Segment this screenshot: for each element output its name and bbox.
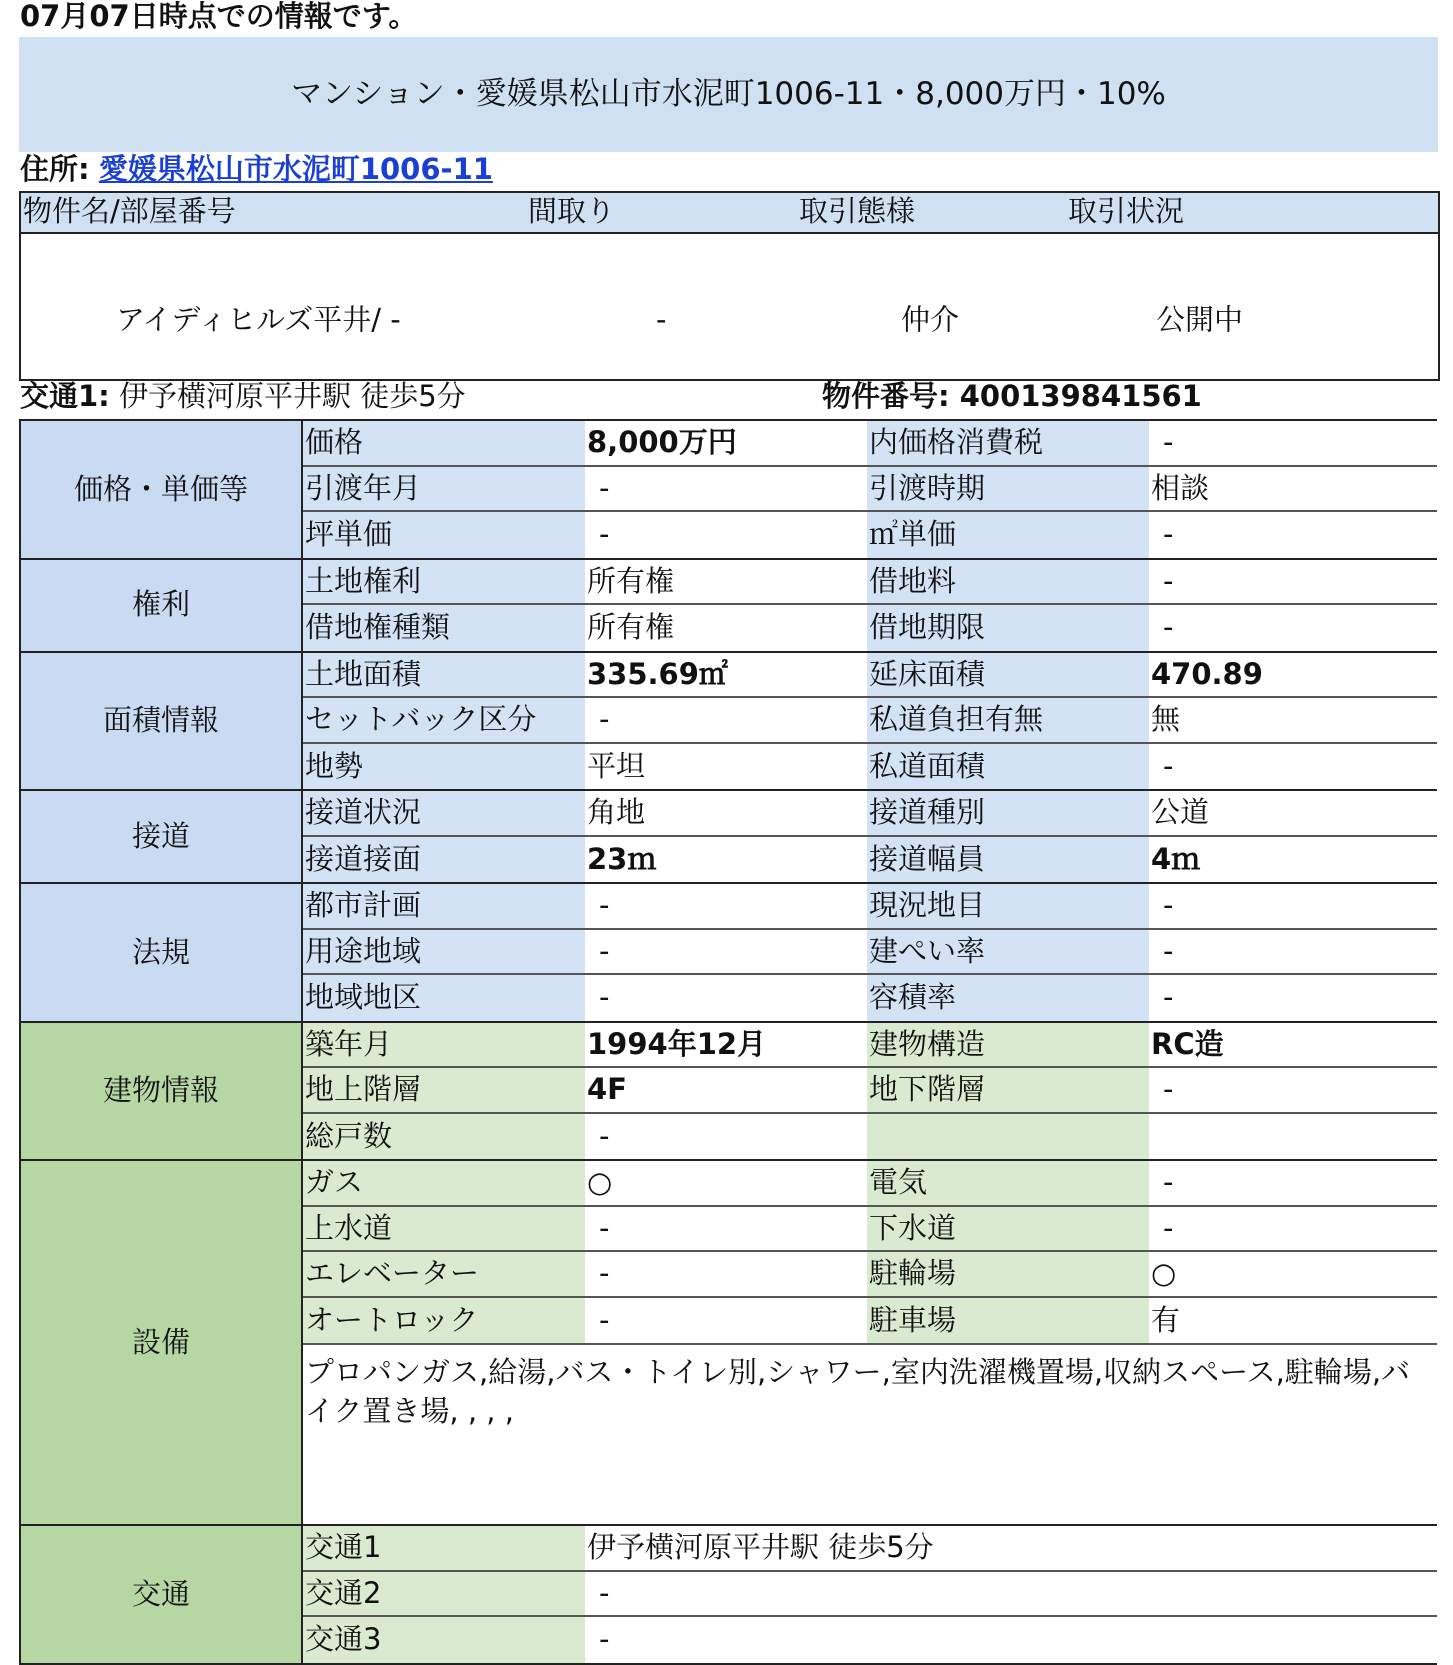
details-grid xyxy=(19,419,1437,1665)
table-row xyxy=(303,1617,1437,1663)
section-price xyxy=(19,419,1437,560)
section-title-equipment: 設備 xyxy=(19,1161,303,1524)
field-label: 借地料 xyxy=(867,560,1149,604)
field-value: - xyxy=(1163,1210,1174,1245)
field-label: 接道種別 xyxy=(867,791,1149,835)
field-label: 上水道 xyxy=(303,1207,585,1251)
field-label: 私道負担有無 xyxy=(867,698,1149,742)
field-label: 交通2 xyxy=(303,1572,585,1616)
table-row xyxy=(303,560,1437,606)
table-row xyxy=(303,1572,1437,1618)
field-value: - xyxy=(1163,517,1174,552)
header-property-name: 物件名/部屋番号 xyxy=(23,194,236,228)
property-table-row xyxy=(21,234,1438,379)
field-value: - xyxy=(1163,1072,1174,1107)
field-label: 引渡年月 xyxy=(303,467,585,511)
field-label: 電気 xyxy=(867,1161,1149,1205)
field-label: 都市計画 xyxy=(303,884,585,928)
section-title-area: 面積情報 xyxy=(19,653,303,790)
table-row xyxy=(303,653,1437,699)
property-transaction-type: 仲介 xyxy=(901,302,960,337)
banner-text: マンション・愛媛県松山市水泥町1006-11・8,000万円・10% xyxy=(291,75,1166,112)
field-value: ○ xyxy=(1151,1256,1177,1291)
section-title-transport: 交通 xyxy=(19,1526,303,1663)
field-value: ○ xyxy=(587,1165,613,1200)
field-label: 坪単価 xyxy=(303,512,585,558)
address-label: 住所: xyxy=(20,152,90,186)
property-name: アイディヒルズ平井/ - xyxy=(116,302,401,337)
field-value: 角地 xyxy=(587,795,646,830)
section-transport xyxy=(19,1526,1437,1665)
section-rights xyxy=(19,560,1437,653)
field-value: - xyxy=(599,933,610,968)
header-transaction-type: 取引態様 xyxy=(799,194,916,228)
field-value: 470.89 xyxy=(1151,656,1263,691)
field-value: - xyxy=(1163,933,1174,968)
field-value: - xyxy=(599,1256,610,1291)
field-label: 現況地目 xyxy=(867,884,1149,928)
field-value: - xyxy=(599,980,610,1015)
field-label: 地上階層 xyxy=(303,1068,585,1112)
field-value: - xyxy=(599,888,610,923)
header-layout: 間取り xyxy=(528,194,616,228)
section-road xyxy=(19,791,1437,884)
field-value: - xyxy=(599,702,610,737)
property-number: 物件番号: 400139841561 xyxy=(822,379,1202,413)
field-label: 内価格消費税 xyxy=(867,421,1149,465)
table-row xyxy=(303,884,1437,930)
section-law xyxy=(19,884,1437,1023)
property-table-header xyxy=(21,193,1438,234)
field-label: 駐輪場 xyxy=(867,1252,1149,1296)
field-label: 接道接面 xyxy=(303,837,585,883)
field-value: 23ｍ xyxy=(587,841,657,876)
field-value: - xyxy=(599,1575,610,1610)
field-value: 有 xyxy=(1151,1302,1181,1337)
section-title-road: 接道 xyxy=(19,791,303,882)
field-value: - xyxy=(1163,563,1174,598)
table-row xyxy=(303,421,1437,467)
table-row xyxy=(303,1068,1437,1114)
field-value: - xyxy=(1163,425,1174,460)
field-label: 土地権利 xyxy=(303,560,585,604)
section-area xyxy=(19,653,1437,792)
table-row xyxy=(303,1023,1437,1069)
field-label: 容積率 xyxy=(867,975,1149,1021)
table-row xyxy=(303,1161,1437,1207)
field-value: - xyxy=(1163,1165,1174,1200)
field-value: 公道 xyxy=(1151,795,1210,830)
table-row xyxy=(303,1114,1437,1160)
property-summary-table xyxy=(19,191,1440,381)
field-label: 建ぺい率 xyxy=(867,930,1149,974)
field-value: 4F xyxy=(587,1072,627,1107)
field-label: セットバック区分 xyxy=(303,698,585,742)
field-value: 1994年12月 xyxy=(587,1026,767,1061)
field-value: RC造 xyxy=(1151,1026,1224,1061)
field-value: 平坦 xyxy=(587,748,646,783)
field-label: 下水道 xyxy=(867,1207,1149,1251)
table-row xyxy=(303,1252,1437,1298)
field-label: 交通1 xyxy=(303,1526,585,1570)
field-value: - xyxy=(1163,888,1174,923)
field-label: ガス xyxy=(303,1161,585,1205)
field-label: 地下階層 xyxy=(867,1068,1149,1112)
field-label: オートロック xyxy=(303,1298,585,1344)
field-value: - xyxy=(1163,748,1174,783)
field-value: - xyxy=(599,1302,610,1337)
field-value: 所有権 xyxy=(587,563,675,598)
field-label: 価格 xyxy=(303,421,585,465)
header-transaction-status: 取引状況 xyxy=(1068,194,1185,228)
section-building xyxy=(19,1023,1437,1162)
table-row xyxy=(303,930,1437,976)
field-label: 地勢 xyxy=(303,744,585,790)
field-label: 築年月 xyxy=(303,1023,585,1067)
field-label: 駐車場 xyxy=(867,1298,1149,1344)
address-link[interactable]: 愛媛県松山市水泥町1006-11 xyxy=(98,152,493,186)
table-row xyxy=(303,791,1437,837)
field-value xyxy=(1149,1114,1437,1160)
table-row xyxy=(303,837,1437,883)
section-title-price: 価格・単価等 xyxy=(19,421,303,558)
field-value: - xyxy=(599,517,610,552)
field-value: 無 xyxy=(1151,702,1181,737)
table-row xyxy=(303,1298,1437,1344)
equipment-remarks: プロパンガス,給湯,バス・トイレ別,シャワー,室内洗濯機置場,収納スペース,駐輪場,バイク置き場, , , , xyxy=(303,1343,1437,1524)
field-value: - xyxy=(599,1622,610,1657)
field-label: 借地権種類 xyxy=(303,605,585,651)
field-label: 接道幅員 xyxy=(867,837,1149,883)
field-value: - xyxy=(599,470,610,505)
address-line xyxy=(20,153,493,186)
field-label: 用途地域 xyxy=(303,930,585,974)
field-label: 交通3 xyxy=(303,1617,585,1663)
field-value: 4ｍ xyxy=(1151,841,1201,876)
table-row xyxy=(303,975,1437,1021)
field-value: 8,000万円 xyxy=(587,425,737,460)
field-value: - xyxy=(1163,610,1174,645)
field-label: 土地面積 xyxy=(303,653,585,697)
field-value: 335.69㎡ xyxy=(587,656,728,691)
section-title-rights: 権利 xyxy=(19,560,303,651)
property-layout: - xyxy=(656,302,667,337)
field-label: 借地期限 xyxy=(867,605,1149,651)
field-label xyxy=(867,1114,1149,1160)
table-row xyxy=(303,744,1437,790)
field-value: 伊予横河原平井駅 徒歩5分 xyxy=(587,1530,934,1565)
field-label: 地域地区 xyxy=(303,975,585,1021)
table-row xyxy=(303,467,1437,513)
field-value: 所有権 xyxy=(587,610,675,645)
info-line xyxy=(20,380,1420,418)
table-row xyxy=(303,605,1437,651)
top-note: 07月07日時点での情報です。 xyxy=(20,0,418,33)
section-equipment xyxy=(19,1161,1437,1526)
section-title-law: 法規 xyxy=(19,884,303,1021)
field-label: 総戸数 xyxy=(303,1114,585,1160)
field-label: 私道面積 xyxy=(867,744,1149,790)
listing-banner xyxy=(19,37,1438,152)
field-label: 引渡時期 xyxy=(867,467,1149,511)
field-label: 延床面積 xyxy=(867,653,1149,697)
field-label: エレベーター xyxy=(303,1252,585,1296)
transport-summary: 交通1: 伊予横河原平井駅 徒歩5分 xyxy=(20,379,466,413)
field-label: ㎡単価 xyxy=(867,512,1149,558)
table-row xyxy=(303,1526,1437,1572)
property-transaction-status: 公開中 xyxy=(1156,302,1244,337)
section-title-building: 建物情報 xyxy=(19,1023,303,1160)
field-value: - xyxy=(599,1118,610,1153)
table-row xyxy=(303,1207,1437,1253)
table-row xyxy=(303,698,1437,744)
field-label: 建物構造 xyxy=(867,1023,1149,1067)
field-value: - xyxy=(599,1210,610,1245)
field-label: 接道状況 xyxy=(303,791,585,835)
table-row xyxy=(303,512,1437,558)
field-value: - xyxy=(1163,980,1174,1015)
field-value: 相談 xyxy=(1151,470,1210,505)
